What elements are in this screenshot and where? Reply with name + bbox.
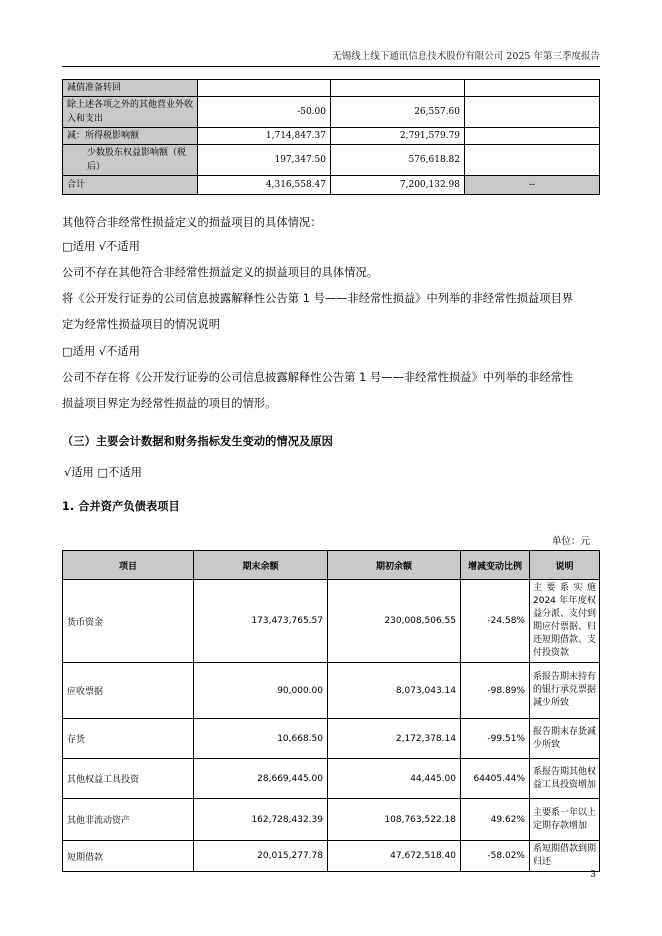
table-row <box>63 80 600 97</box>
table-row <box>63 580 600 663</box>
begin-balance: 230,008,506.55 <box>328 580 461 663</box>
current-value: 1,714,847.37 <box>198 128 331 145</box>
column-header: 项目 <box>63 551 194 580</box>
item-cell: 应收票据 <box>63 663 194 719</box>
paragraph: 将《公开发行证券的公司信息披露解释性公告第 1 号——非经常性损益》中列举的非经常性损益项目界 <box>62 292 574 305</box>
item-cell: 货币资金 <box>63 580 194 663</box>
current-value: 197,347.50 <box>198 145 331 176</box>
description: 报告期末存货减少所致 <box>530 719 600 759</box>
row-label: 少数股东权益影响额（税后） <box>63 145 198 176</box>
section-heading: （三）主要会计数据和财务指标发生变动的情况及原因 <box>62 435 333 448</box>
end-balance: 162,728,432.39 <box>194 799 328 841</box>
change-ratio: 64405.44% <box>461 759 530 799</box>
end-balance: 10,668.50 <box>194 719 328 759</box>
begin-balance: 108,763,522.18 <box>328 799 461 841</box>
paragraph: 公司不存在将《公开发行证券的公司信息披露解释性公告第 1 号——非经常性损益》中列举的非经常性 <box>62 371 574 384</box>
description: 系报告期其他权益工具投资增加 <box>530 759 600 799</box>
table-row <box>63 841 600 872</box>
current-value: -50.00 <box>198 97 331 128</box>
table-row <box>63 719 600 759</box>
ytd-value: 2,791,579.79 <box>331 128 465 145</box>
note-cell <box>465 80 600 97</box>
note-cell <box>465 128 600 145</box>
balance-sheet-table <box>62 550 600 872</box>
current-value: 4,316,558.47 <box>198 176 331 195</box>
applicability-line: √适用 □不适用 <box>64 466 142 479</box>
begin-balance: 8,073,043.14 <box>328 663 461 719</box>
applicability-line: □适用 √不适用 <box>62 345 140 358</box>
ytd-value: 576,618.82 <box>331 145 465 176</box>
change-ratio: -98.89% <box>461 663 530 719</box>
description: 系短期借款到期归还 <box>530 841 600 872</box>
row-label: 除上述各项之外的其他营业外收入和支出 <box>63 97 198 128</box>
end-balance: 173,473,765.57 <box>194 580 328 663</box>
column-header: 增减变动比例 <box>461 551 530 580</box>
paragraph: 定为经常性损益项目的情况说明 <box>62 318 221 331</box>
row-label: 减值准备转回 <box>63 80 198 97</box>
ytd-value: 26,557.60 <box>331 97 465 128</box>
change-ratio: -58.02% <box>461 841 530 872</box>
column-header: 期末余额 <box>194 551 328 580</box>
item-cell: 短期借款 <box>63 841 194 872</box>
description: 主要系一年以上定期存款增加 <box>530 799 600 841</box>
item-cell: 其他非流动资产 <box>63 799 194 841</box>
end-balance: 20,015,277.78 <box>194 841 328 872</box>
begin-balance: 44,445.00 <box>328 759 461 799</box>
row-label: 合计 <box>63 176 198 195</box>
item-cell: 存货 <box>63 719 194 759</box>
change-ratio: -24.58% <box>461 580 530 663</box>
table-row <box>63 759 600 799</box>
row-label: 减：所得税影响额 <box>63 128 198 145</box>
begin-balance: 47,672,518.40 <box>328 841 461 872</box>
paragraph: 其他符合非经常性损益定义的损益项目的具体情况： <box>62 216 322 229</box>
column-header: 说明 <box>530 551 600 580</box>
note-cell: -- <box>465 176 600 195</box>
description: 主要系实施 2024 年年度权益分派、支付到期应付票据、归还短期借款、支付投资款 <box>530 580 600 663</box>
table-row <box>63 663 600 719</box>
table-header-row <box>63 551 600 580</box>
table-row <box>63 97 600 128</box>
paragraph: 公司不存在其他符合非经常性损益定义的损益项目的具体情况。 <box>62 266 379 279</box>
item-cell: 其他权益工具投资 <box>63 759 194 799</box>
paragraph: 损益项目界定为经常性损益的项目的情形。 <box>62 397 277 410</box>
ytd-value: 7,200,132.98 <box>331 176 465 195</box>
page-number: 3 <box>590 870 596 880</box>
table-row <box>63 128 600 145</box>
table-row <box>63 176 600 195</box>
applicability-line: □适用 √不适用 <box>62 240 140 253</box>
note-cell <box>465 145 600 176</box>
begin-balance: 2,172,378.14 <box>328 719 461 759</box>
ytd-value <box>331 80 465 97</box>
end-balance: 28,669,445.00 <box>194 759 328 799</box>
unit-label: 单位：元 <box>551 536 590 547</box>
header-rule <box>62 66 600 67</box>
subsection-heading: 1. 合并资产负债表项目 <box>62 500 180 513</box>
change-ratio: -99.51% <box>461 719 530 759</box>
current-value <box>198 80 331 97</box>
end-balance: 90,000.00 <box>194 663 328 719</box>
table-row <box>63 799 600 841</box>
table-row <box>63 145 600 176</box>
change-ratio: 49.62% <box>461 799 530 841</box>
column-header: 期初余额 <box>328 551 461 580</box>
non-recurring-table <box>62 79 600 195</box>
description: 系报告期末持有的银行承兑票据减少所致 <box>530 663 600 719</box>
page-header: 无锡线上线下通讯信息技术股份有限公司 2025 年第三季度报告 <box>332 51 600 62</box>
note-cell <box>465 97 600 128</box>
